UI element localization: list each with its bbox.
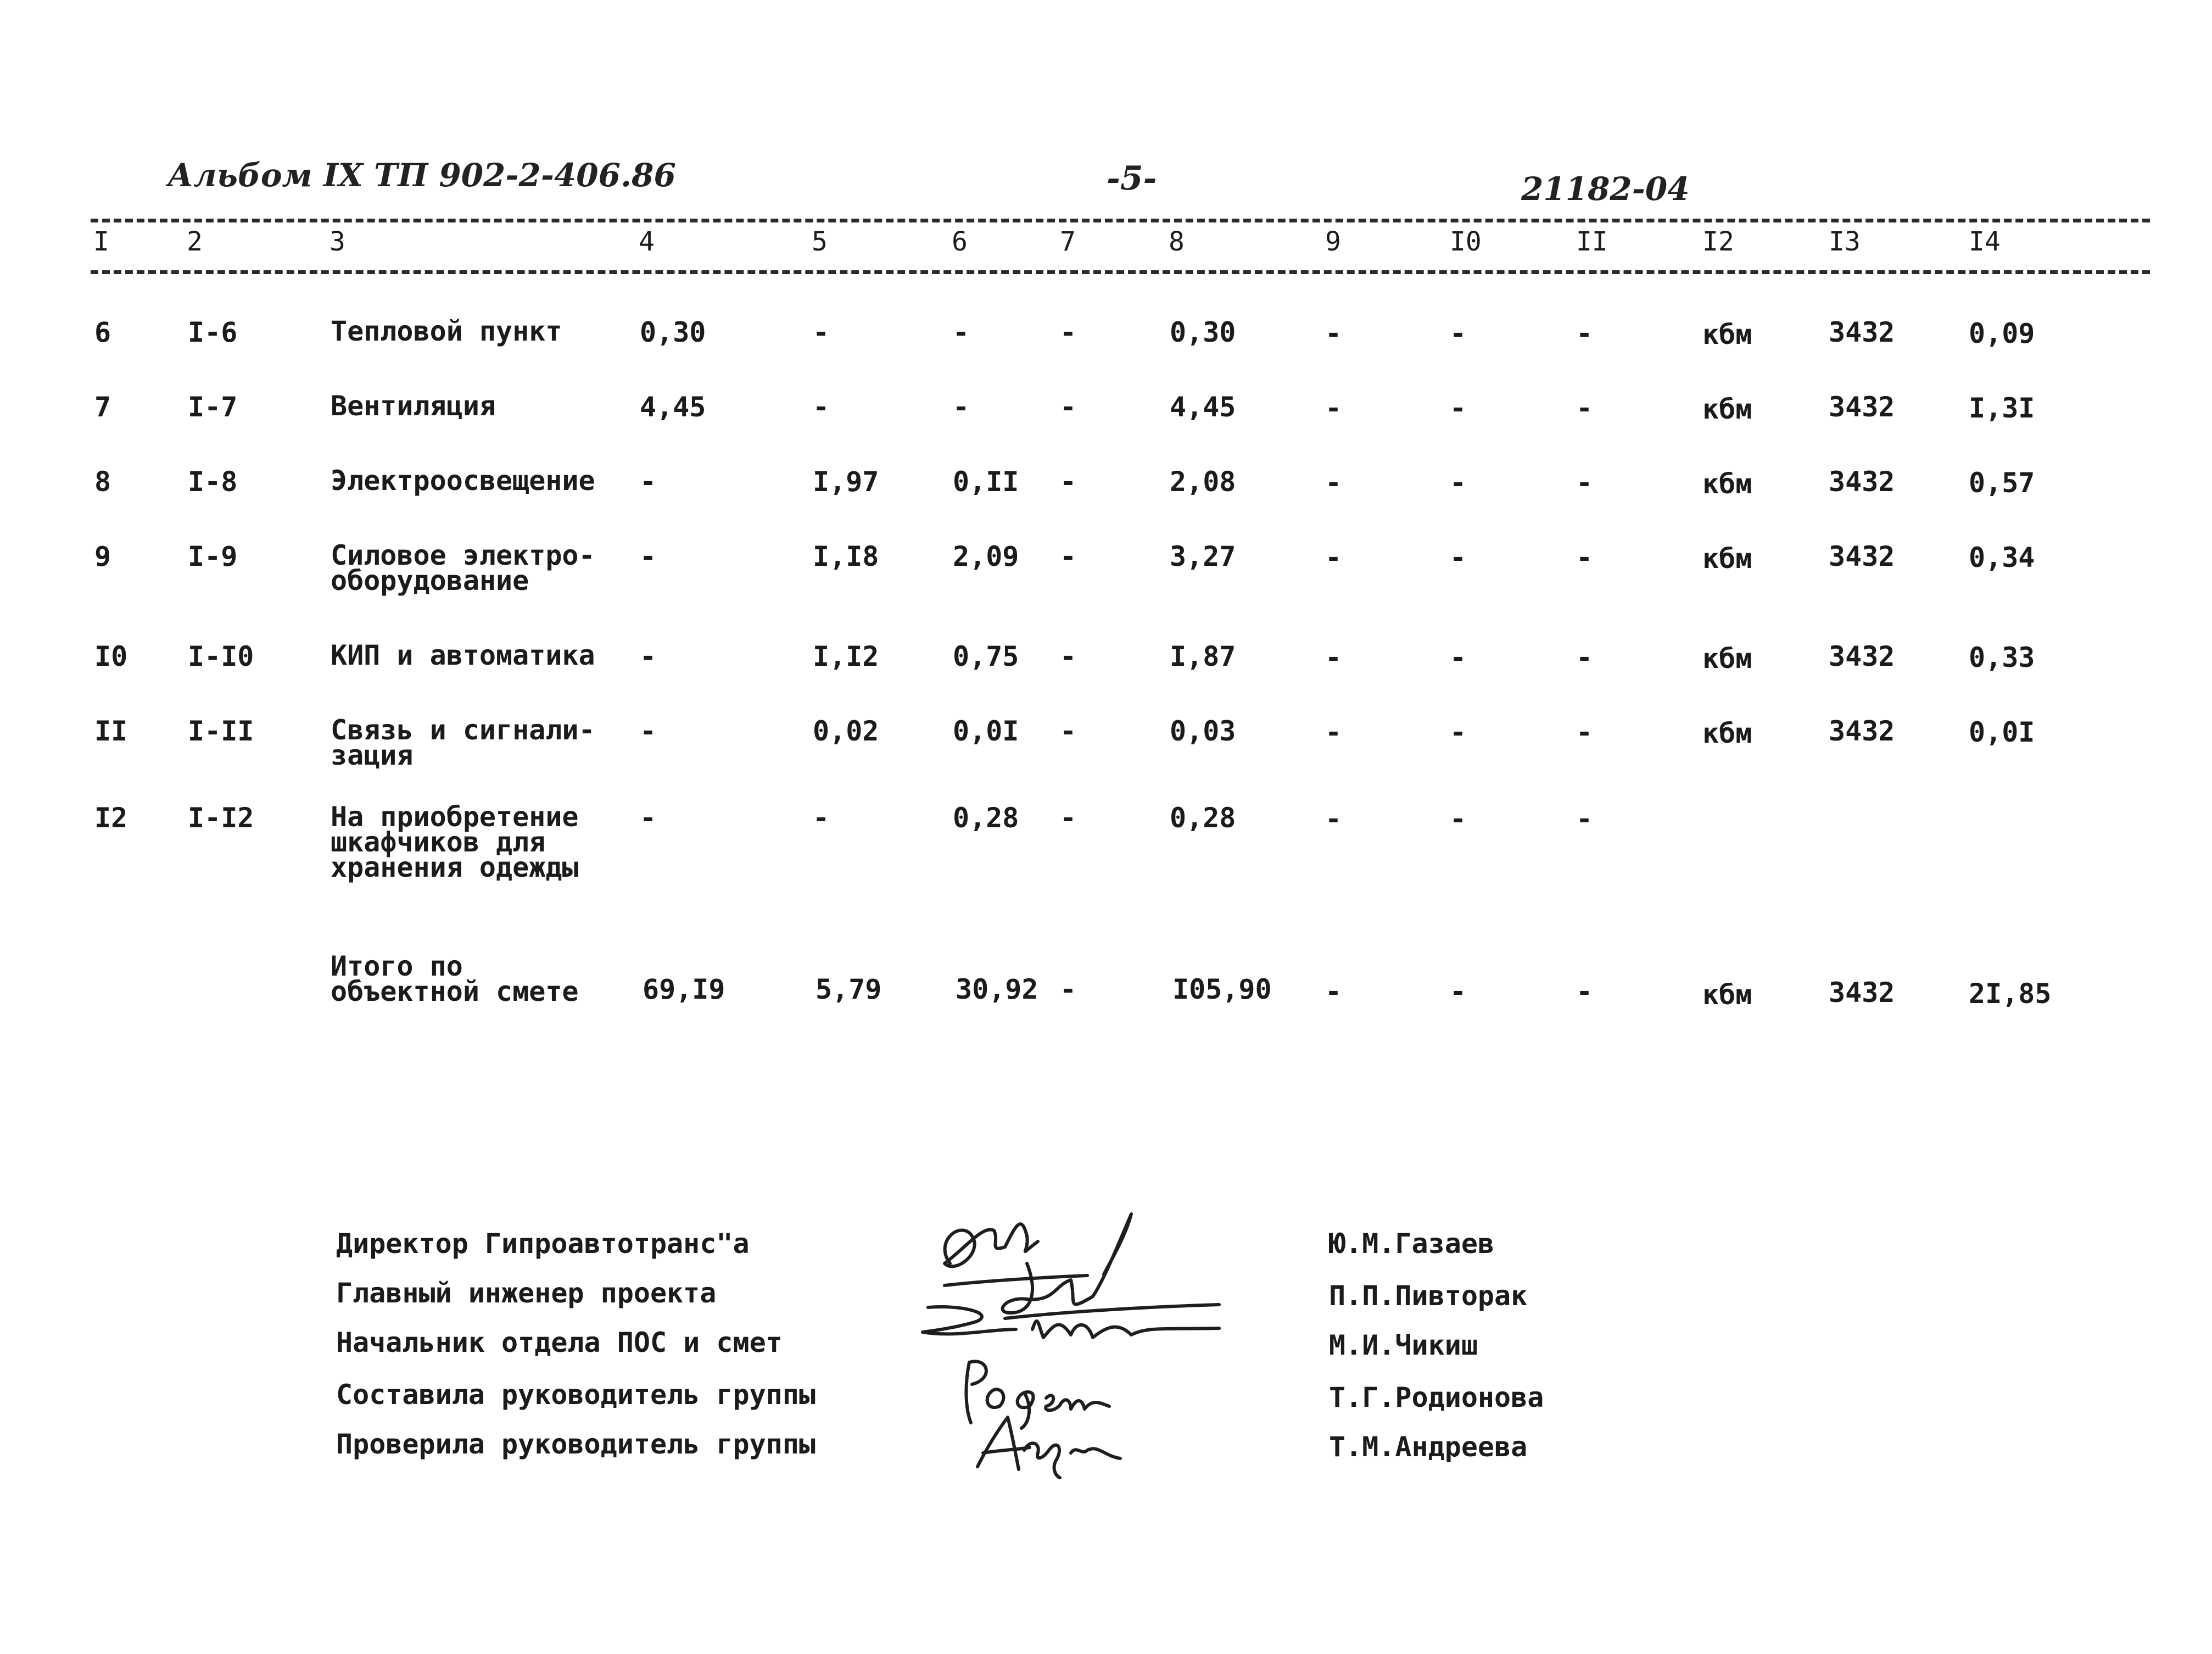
total-col8: I05,90: [1172, 973, 1272, 1005]
row-number: 8: [94, 466, 111, 498]
column-header-10: I0: [1450, 226, 1482, 257]
cell-col11: -: [1576, 642, 1593, 673]
cell-col9: -: [1325, 642, 1342, 673]
row-number: 9: [94, 541, 111, 572]
cell-col14: 0,09: [1969, 318, 2035, 349]
cell-col11: -: [1576, 542, 1593, 573]
cell-col8: 0,28: [1170, 802, 1236, 834]
total-col10: -: [1450, 976, 1467, 1007]
total-col13: 3432: [1829, 977, 1895, 1009]
cell-unit: кбм: [1702, 393, 1752, 425]
cell-col8: 2,08: [1170, 466, 1236, 498]
estimate-number: I-8: [188, 466, 238, 498]
cell-col13: 3432: [1829, 541, 1895, 572]
column-header-3: 3: [329, 226, 345, 257]
cell-col6: 2,09: [953, 541, 1019, 572]
cell-col13: 3432: [1829, 715, 1895, 747]
cell-col4: -: [640, 466, 657, 498]
signer-name: П.П.Пивторак: [1329, 1280, 1528, 1312]
cell-col8: 3,27: [1170, 541, 1236, 572]
cell-unit: кбм: [1702, 468, 1752, 500]
cell-col10: -: [1450, 716, 1467, 748]
column-header-5: 5: [812, 226, 828, 257]
estimate-number: I-II: [188, 715, 254, 747]
estimate-number: I-6: [188, 316, 238, 348]
estimate-number: I-7: [188, 391, 238, 423]
work-name: Связь и сигнали- зация: [331, 714, 595, 771]
work-name: Электроосвещение: [331, 465, 595, 497]
cell-col11: -: [1576, 716, 1593, 748]
cell-col9: -: [1325, 542, 1342, 573]
cell-col14: I,3I: [1969, 392, 2035, 424]
cell-col5: 0,02: [813, 715, 879, 747]
signer-name: Т.М.Андреева: [1329, 1431, 1528, 1463]
estimate-number: I-9: [188, 541, 238, 572]
signer-title: Составила руководитель группы: [336, 1379, 815, 1411]
cell-col11: -: [1576, 467, 1593, 499]
cell-col9: -: [1325, 716, 1342, 748]
cell-unit: кбм: [1702, 543, 1752, 575]
cell-unit: кбм: [1702, 643, 1752, 675]
cell-col6: 0,0I: [953, 715, 1019, 747]
cell-col9: -: [1325, 318, 1342, 349]
cell-col8: I,87: [1170, 641, 1236, 672]
header-top-rule: [91, 219, 2150, 222]
row-number: I0: [94, 641, 128, 672]
cell-col4: -: [640, 641, 657, 672]
cell-col14: 0,33: [1969, 642, 2035, 673]
cell-col10: -: [1450, 803, 1467, 835]
cell-col10: -: [1450, 642, 1467, 673]
cell-col4: -: [640, 802, 657, 834]
signer-title: Начальник отдела ПОС и смет: [336, 1327, 783, 1358]
cell-col4: -: [640, 541, 657, 572]
cell-col8: 0,03: [1170, 715, 1236, 747]
row-number: 6: [94, 316, 111, 348]
total-col14: 2I,85: [1969, 978, 2052, 1010]
cell-col14: 0,0I: [1969, 716, 2035, 748]
total-col11: -: [1576, 976, 1593, 1007]
cell-col10: -: [1450, 542, 1467, 573]
cell-col6: -: [953, 316, 970, 348]
cell-col11: -: [1576, 392, 1593, 424]
signer-title: Директор Гипроавтотранс"а: [336, 1228, 750, 1260]
cell-col13: 3432: [1829, 391, 1895, 423]
column-header-6: 6: [952, 226, 968, 257]
cell-col7: -: [1060, 391, 1077, 423]
cell-col6: -: [953, 391, 970, 423]
cell-col8: 4,45: [1170, 391, 1236, 423]
signer-name: Ю.М.Газаев: [1329, 1228, 1495, 1260]
album-reference: Альбом IX ТП 902-2-406.86: [167, 157, 676, 194]
signer-name: Т.Г.Родионова: [1329, 1382, 1544, 1413]
work-name: Тепловой пункт: [331, 315, 562, 347]
signer-name: М.И.Чикиш: [1329, 1329, 1478, 1361]
total-label: Итого по объектной смете: [331, 950, 579, 1007]
row-number: 7: [94, 391, 111, 423]
column-header-1: I: [93, 226, 109, 257]
signer-title: Проверила руководитель группы: [336, 1428, 815, 1460]
column-header-12: I2: [1702, 226, 1734, 257]
cell-col14: 0,34: [1969, 542, 2035, 573]
cell-unit: кбм: [1702, 717, 1752, 749]
document-code: 21182-04: [1521, 170, 1690, 208]
estimate-number: I-I2: [188, 802, 254, 834]
cell-col9: -: [1325, 803, 1342, 835]
column-header-14: I4: [1969, 226, 2001, 257]
cell-col10: -: [1450, 318, 1467, 349]
cell-col4: -: [640, 715, 657, 747]
cell-col14: 0,57: [1969, 467, 2035, 499]
cell-col6: 0,75: [953, 641, 1019, 672]
cell-col5: I,97: [813, 466, 879, 498]
cell-col11: -: [1576, 803, 1593, 835]
column-header-4: 4: [639, 226, 655, 257]
cell-col10: -: [1450, 467, 1467, 499]
cell-col7: -: [1060, 715, 1077, 747]
estimate-number: I-I0: [188, 641, 254, 672]
cell-col11: -: [1576, 318, 1593, 349]
total-col9: -: [1325, 976, 1342, 1007]
cell-col9: -: [1325, 467, 1342, 499]
cell-unit: кбм: [1702, 319, 1752, 350]
cell-col5: I,I2: [813, 641, 879, 672]
column-header-13: I3: [1829, 226, 1861, 257]
work-name: На приобретение шкафчиков для хранения одежды: [331, 801, 579, 883]
column-header-7: 7: [1060, 226, 1076, 257]
cell-col7: -: [1060, 541, 1077, 572]
column-header-8: 8: [1169, 226, 1185, 257]
signer-title: Главный инженер проекта: [336, 1277, 717, 1309]
cell-col5: -: [813, 391, 830, 423]
work-name: Силовое электро- оборудование: [331, 539, 595, 597]
cell-col5: I,I8: [813, 541, 879, 572]
cell-col6: 0,II: [953, 466, 1019, 498]
work-name: Вентиляция: [331, 390, 496, 422]
cell-col4: 0,30: [640, 316, 706, 348]
total-col7: -: [1060, 973, 1077, 1005]
cell-col7: -: [1060, 466, 1077, 498]
cell-col7: -: [1060, 802, 1077, 834]
header-bottom-rule: [91, 270, 2150, 274]
cell-col13: 3432: [1829, 641, 1895, 672]
row-number: I2: [94, 802, 128, 834]
cell-col13: 3432: [1829, 316, 1895, 348]
cell-col5: -: [813, 316, 830, 348]
total-unit: кбм: [1702, 979, 1752, 1011]
page-number: -5-: [1107, 159, 1157, 198]
cell-col13: 3432: [1829, 466, 1895, 498]
work-name: КИП и автоматика: [331, 639, 595, 671]
cell-col8: 0,30: [1170, 316, 1236, 348]
column-header-9: 9: [1325, 226, 1341, 257]
row-number: II: [94, 715, 128, 747]
cell-col5: -: [813, 802, 830, 834]
cell-col7: -: [1060, 316, 1077, 348]
cell-col10: -: [1450, 392, 1467, 424]
column-header-2: 2: [187, 226, 203, 257]
cell-col9: -: [1325, 392, 1342, 424]
total-col4: 69,I9: [643, 973, 725, 1005]
cell-col7: -: [1060, 641, 1077, 672]
column-header-11: II: [1576, 226, 1608, 257]
total-col6: 30,92: [956, 973, 1038, 1005]
cell-col6: 0,28: [953, 802, 1019, 834]
cell-col4: 4,45: [640, 391, 706, 423]
total-col5: 5,79: [815, 973, 882, 1005]
handwritten-signatures-image: [912, 1181, 1274, 1489]
